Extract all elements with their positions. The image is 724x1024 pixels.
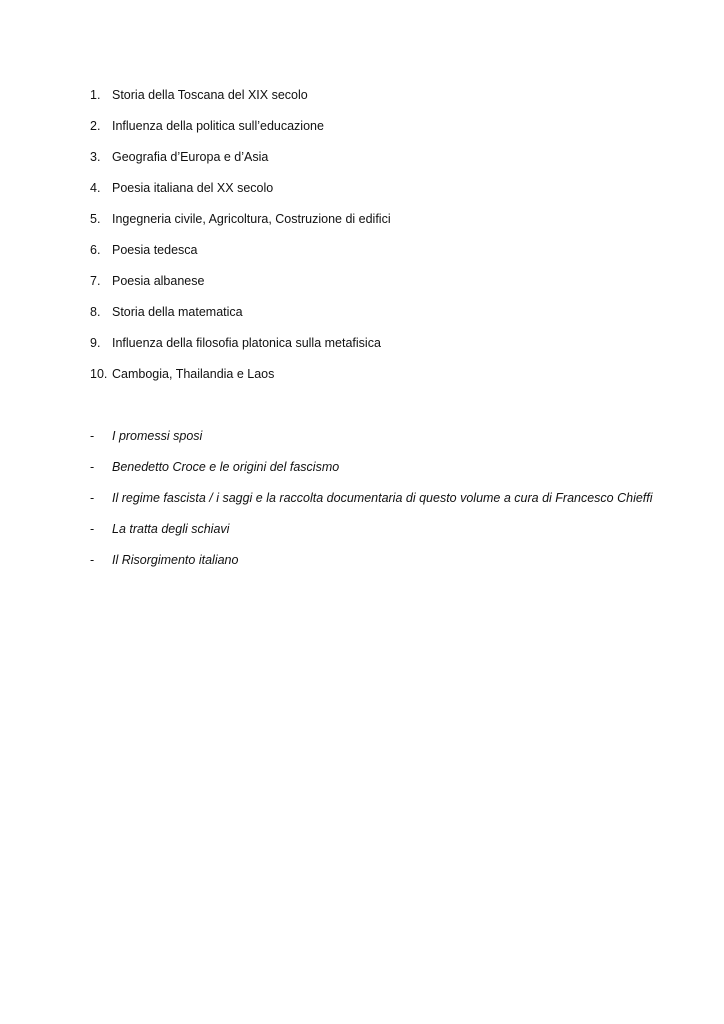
list-item-text: Storia della Toscana del XIX secolo	[112, 88, 308, 102]
list-dash: -	[90, 522, 95, 536]
list-item	[90, 117, 391, 148]
list-item-text: Influenza della politica sull’educazione	[112, 119, 324, 133]
list-item	[90, 520, 653, 551]
list-item-text: I promessi sposi	[112, 429, 203, 443]
list-item	[90, 148, 391, 179]
list-item	[90, 334, 391, 365]
list-number: 5.	[90, 212, 101, 226]
list-item-text: Il regime fascista / i saggi e la raccolta documentaria di questo volume a cura di Francesco Chieffi	[112, 491, 653, 505]
list-item-text: Poesia italiana del XX secolo	[112, 181, 274, 195]
list-item-text: La tratta degli schiavi	[112, 522, 230, 536]
list-item	[90, 427, 653, 458]
list-item	[90, 86, 391, 117]
list-number: 1.	[90, 88, 101, 102]
list-item	[90, 179, 391, 210]
list-number: 2.	[90, 119, 101, 133]
list-dash: -	[90, 491, 95, 505]
list-item-text: Poesia albanese	[112, 274, 205, 288]
list-dash: -	[90, 460, 95, 474]
list-dash: -	[90, 429, 95, 443]
list-item-text: Il Risorgimento italiano	[112, 553, 239, 567]
list-item	[90, 365, 391, 396]
list-item-text: Poesia tedesca	[112, 243, 198, 257]
list-number: 4.	[90, 181, 101, 195]
list-item	[90, 489, 653, 520]
list-item	[90, 303, 391, 334]
list-item-text: Storia della matematica	[112, 305, 243, 319]
list-item	[90, 210, 391, 241]
list-number: 9.	[90, 336, 101, 350]
list-number: 10.	[90, 367, 108, 381]
list-item	[90, 272, 391, 303]
list-item	[90, 458, 653, 489]
list-number: 3.	[90, 150, 101, 164]
list-dash: -	[90, 553, 95, 567]
list-item	[90, 551, 653, 582]
numbered-list	[90, 86, 391, 396]
list-item-text: Geografia d’Europa e d’Asia	[112, 150, 269, 164]
list-item-text: Cambogia, Thailandia e Laos	[112, 367, 275, 381]
list-number: 7.	[90, 274, 101, 288]
bullet-list	[90, 427, 653, 582]
list-number: 6.	[90, 243, 101, 257]
list-item-text: Benedetto Croce e le origini del fascismo	[112, 460, 340, 474]
list-item	[90, 241, 391, 272]
list-number: 8.	[90, 305, 101, 319]
list-item-text: Ingegneria civile, Agricoltura, Costruzione di edifici	[112, 212, 391, 226]
list-item-text: Influenza della filosofia platonica sulla metafisica	[112, 336, 381, 350]
